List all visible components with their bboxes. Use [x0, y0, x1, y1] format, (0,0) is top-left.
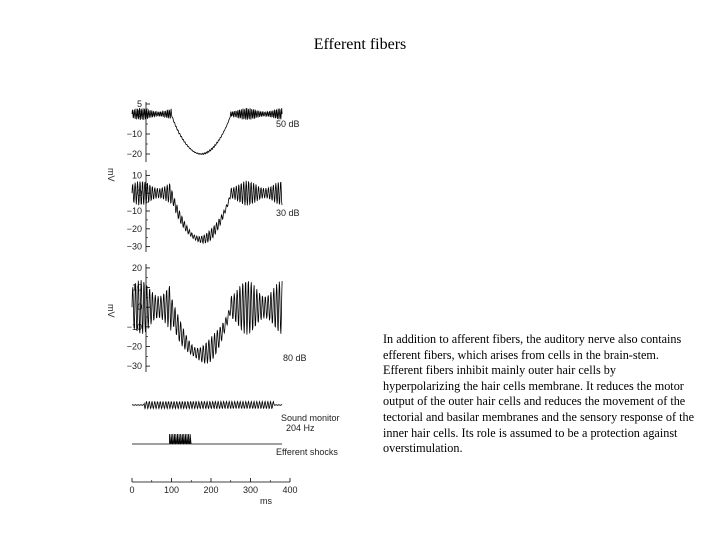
panel-1-level-label: 50 dB [276, 119, 300, 129]
time-axis-unit: ms [260, 496, 272, 506]
panel-tick-label: 20 [131, 262, 142, 273]
panel-tick-label: 0 [136, 188, 142, 199]
panel-3-trace [132, 280, 282, 363]
figure-plot [100, 92, 360, 512]
caption-text: In addition to afferent fibers, the auditory nerve also contains efferent fibers, which arises from cells in the brain-stem. Efferent fibers inhibit mainly outer hair cells by hyperpolarizing the hair cells membrane. It reduces the motor output of the outer hair cells and reduces the movement of the tectorial and basilar membranes and the sensory response of the inner hair cells. Its role is assumed to be a protection against overstimulation. [383, 332, 695, 456]
panel-2-level-label: 30 dB [276, 208, 300, 218]
sound-monitor-sublabel: 204 Hz [286, 423, 315, 433]
panel-1-y-axis [127, 99, 150, 162]
panel-1-unit-label: mV [106, 168, 116, 182]
panel-tick-label: −10 [126, 206, 142, 216]
panel-tick-label: 10 [131, 170, 142, 181]
panel-tick-label: −20 [126, 341, 142, 352]
panel-tick-label: −30 [126, 361, 142, 372]
sound-monitor-label: Sound monitor [281, 413, 340, 423]
panel-tick-label: 5 [136, 99, 142, 109]
time-axis-tick-label: 0 [129, 485, 135, 495]
panel-1-trace [132, 108, 282, 155]
panel-3-y-axis [127, 263, 150, 372]
time-axis-tick-label: 300 [242, 485, 259, 495]
efferent-shocks-label: Efferent shocks [276, 447, 338, 457]
slide-title: Efferent fibers [313, 36, 407, 53]
panel-tick-label: 0 [136, 302, 142, 313]
efferent-shocks-trace [132, 434, 282, 444]
panel-tick-label: −10 [126, 129, 142, 139]
panel-tick-label: 0 [136, 109, 142, 119]
panel-2-y-axis [127, 170, 150, 252]
panel-2-trace [132, 181, 282, 243]
time-axis-tick-label: 400 [282, 485, 298, 495]
panel-tick-label: −20 [126, 223, 142, 234]
panel-tick-label: −30 [126, 241, 142, 252]
time-axis-tick-label: 100 [163, 485, 180, 495]
panel-tick-label: −20 [126, 149, 142, 159]
panel-tick-label: 10 [131, 282, 142, 293]
panel-tick-label: −10 [126, 321, 142, 332]
panel-3-unit-label: mV [106, 304, 116, 318]
time-axis-tick-label: 200 [203, 485, 219, 495]
sound-monitor-trace [132, 402, 282, 409]
time-axis [129, 478, 297, 495]
panel-3-level-label: 80 dB [283, 353, 307, 363]
figure [100, 92, 360, 512]
